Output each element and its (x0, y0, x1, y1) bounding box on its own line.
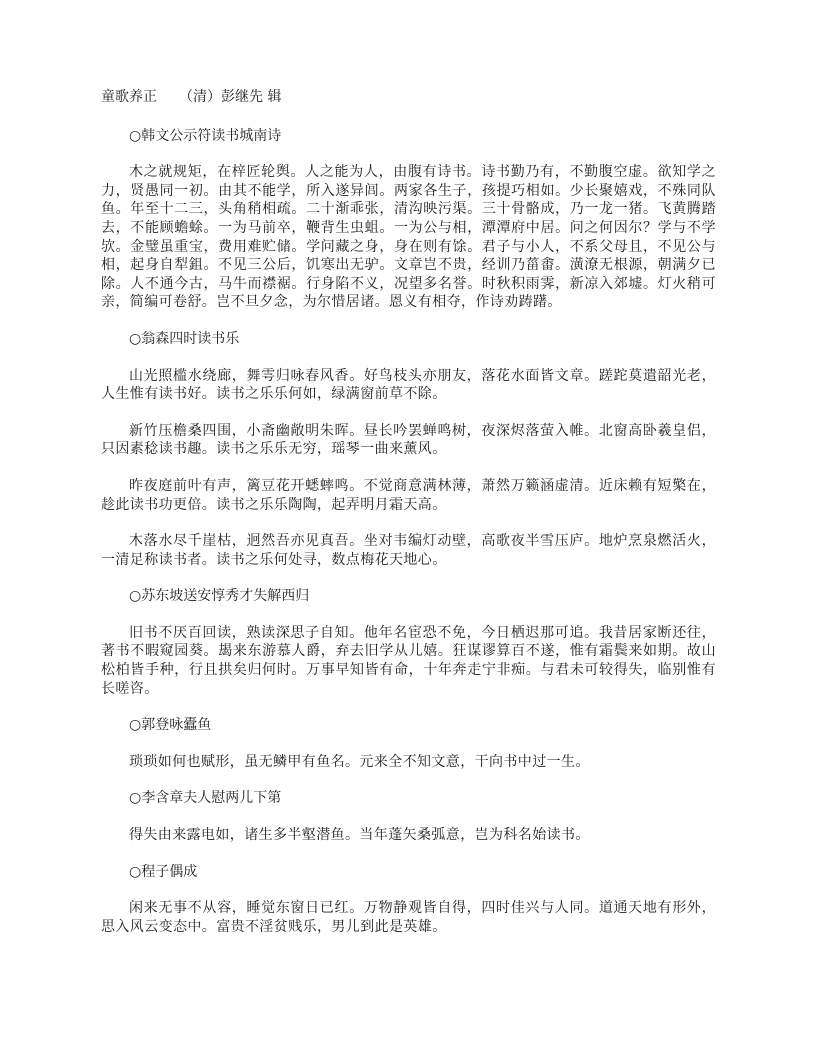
section-heading: ○郭登咏蠹鱼 (129, 717, 212, 734)
section-paragraph: 昨夜庭前叶有声，篱豆花开蟋蟀鸣。不觉商意满林薄，萧然万籁涵虚清。近床赖有短檠在，趁此读书功更倍。读书之乐乐陶陶，起弄明月霜天高。 (101, 477, 716, 513)
section-paragraph: 山光照槛水绕廊，舞雩归咏春风香。好鸟枝头亦朋友，落花水面皆文章。蹉跎莫遣韶光老，人生惟有读书好。读书之乐乐何如，绿满窗前草不除。 (101, 367, 716, 403)
document-author: （清）彭继先 辑 (179, 89, 282, 105)
section-paragraph: 新竹压檐桑四围，小斋幽敞明朱晖。昼长吟罢蝉鸣树，夜深烬落萤入帷。北窗高卧羲皇侣，只因素稔读书趣。读书之乐乐无穷，瑶琴一曲来薰风。 (101, 422, 716, 458)
document-title: 童歌养正 (101, 89, 157, 105)
document-title-row (101, 88, 716, 107)
section-paragraph: 琐琐如何也赋形，虽无鳞甲有鱼名。元来全不知文意，干向书中过一生。 (129, 753, 590, 770)
section-paragraph: 闲来无事不从容，睡觉东窗日已红。万物静观皆自得，四时佳兴与人同。道通天地有形外，思入风云变态中。富贵不淫贫贱乐，男儿到此是英雄。 (101, 900, 716, 935)
section-li-han-zhang (101, 789, 716, 844)
section-paragraph: 旧书不厌百回读，熟读深思子自知。他年名宦恐不免，今日栖迟那可追。我昔居家断还往，著书不暇窥园葵。朅来东游慕人爵，弃去旧学从儿嬉。狂谋谬算百不遂，惟有霜鬓来如期。故山松柏皆手种，行且拱矣归何时。万事早知皆有命，十年奔走宁非痴。与君未可较得失，临别惟有长嗟咨。 (101, 624, 716, 697)
section-paragraph: 得失由来露电如，诸生多半壑潜鱼。当年蓬矢桑弧意，岂为科名始读书。 (129, 827, 590, 844)
section-han-wen-gong (101, 127, 716, 312)
section-heading: ○翁森四时读书乐 (129, 330, 240, 347)
section-guo-deng (101, 716, 716, 771)
section-heading: ○李含章夫人慰两儿下第 (129, 790, 282, 807)
section-paragraph: 木落水尽千崖枯，迥然吾亦见真吾。坐对韦编灯动壁，高歌夜半雪压庐。地炉烹泉燃活火，一清足称读书者。读书之乐何处寻，数点梅花天地心。 (101, 533, 716, 568)
section-paragraph: 木之就规矩，在梓匠轮舆。人之能为人，由腹有诗书。诗书勤乃有，不勤腹空虚。欲知学之力，贤愚同一初。由其不能学，所入遂异闾。两家各生子，孩提巧相如。少长聚嬉戏，不殊同队鱼。年至十二三，头角稍相疏。二十渐乖张，清沟映污渠。三十骨骼成，乃一龙一猪。飞黄腾踏去，不能顾蟾蜍。一为马前卒，鞭背生虫蛆。一为公与相，潭潭府中居。问之何因尔？学与不学欤。金璧虽重宝，费用难贮储。学问藏之身，身在则有馀。君子与小人，不系父母且，不见公与相，起身自犁鉏。不见三公后，饥寒出无驴。文章岂不贵，经训乃菑畬。潢潦无根源，朝满夕已除。人不通今古，马牛而襟裾。行身陷不义，况望多名誉。时秋积雨霁，新凉入郊墟。灯火稍可亲，简编可卷舒。岂不旦夕念，为尔惜居诸。恩义有相夺，作诗劝踌躇。 (101, 164, 716, 311)
section-heading: ○韩文公示符读书城南诗 (129, 127, 282, 144)
section-weng-sen (101, 330, 716, 569)
section-heading: ○程子偶成 (129, 863, 198, 880)
section-su-dong-po (101, 587, 716, 698)
section-cheng-zi (101, 863, 716, 937)
section-heading: ○苏东坡送安惇秀才失解西归 (129, 588, 310, 605)
